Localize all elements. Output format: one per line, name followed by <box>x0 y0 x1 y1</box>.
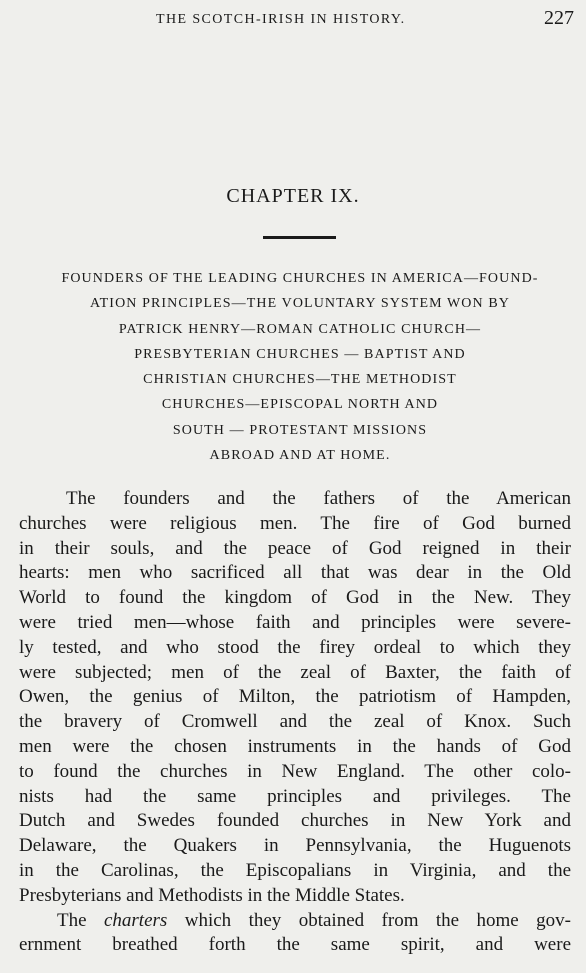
running-title: THE SCOTCH-IRISH IN HISTORY. <box>156 12 406 27</box>
body-text <box>19 487 571 958</box>
summary-line: ABROAD AND AT HOME. <box>209 448 391 464</box>
emphasis-charters: charters <box>103 909 168 931</box>
chapter-summary <box>20 266 580 468</box>
body-line: World to found the kingdom of God in the New. They <box>19 587 571 609</box>
body-line: ly tested, and who stood the firey ordeal to which they <box>19 636 571 658</box>
body-line: in the Carolinas, the Episcopalians in Virginia, and the <box>19 859 571 881</box>
chapter-title: CHAPTER IX. <box>226 185 360 207</box>
body-line: Dutch and Swedes founded churches in New York and <box>19 810 571 832</box>
summary-line: CHURCHES—EPISCOPAL NORTH AND <box>161 397 439 413</box>
body-line <box>19 909 571 934</box>
body-text-fragment: The <box>57 909 104 931</box>
body-line: were tried men—whose faith and principles were severe- <box>19 611 571 633</box>
summary-line: SOUTH — PROTESTANT MISSIONS <box>172 422 428 438</box>
body-line: to found the churches in New England. The other colo- <box>19 760 571 782</box>
body-text-fragment: which they obtained from the home gov- <box>167 909 571 931</box>
summary-line: PRESBYTERIAN CHURCHES — BAPTIST AND <box>134 346 466 362</box>
body-line: Delaware, the Quakers in Pennsylvania, the Huguenots <box>19 835 571 857</box>
body-line: in their souls, and the peace of God reigned in their <box>19 537 571 559</box>
body-line: ernment breathed forth the same spirit, and were <box>19 934 571 956</box>
running-head <box>0 6 586 34</box>
body-line: were subjected; men of the zeal of Baxter, the faith of <box>19 661 571 683</box>
summary-line: ATION PRINCIPLES—THE VOLUNTARY SYSTEM WON BY <box>90 296 510 312</box>
body-line: men were the chosen instruments in the hands of God <box>19 735 571 757</box>
body-line: churches were religious men. The fire of God burned <box>19 512 571 534</box>
body-line: hearts: men who sacrificed all that was dear in the Old <box>19 562 571 584</box>
body-line: nists had the same principles and privileges. The <box>19 785 571 807</box>
body-line: Owen, the genius of Milton, the patriotism of Hampden, <box>19 686 571 708</box>
title-rule <box>263 236 336 239</box>
page-number: 227 <box>544 7 574 29</box>
body-line: Presbyterians and Methodists in the Middle States. <box>19 884 405 906</box>
summary-line: FOUNDERS OF THE LEADING CHURCHES IN AMERICA—FOUND- <box>61 271 539 286</box>
body-line: the bravery of Cromwell and the zeal of Knox. Such <box>19 711 571 733</box>
summary-line: PATRICK HENRY—ROMAN CATHOLIC CHURCH— <box>118 321 482 337</box>
summary-line: CHRISTIAN CHURCHES—THE METHODIST <box>143 372 457 388</box>
body-line: The founders and the fathers of the American <box>66 488 571 509</box>
